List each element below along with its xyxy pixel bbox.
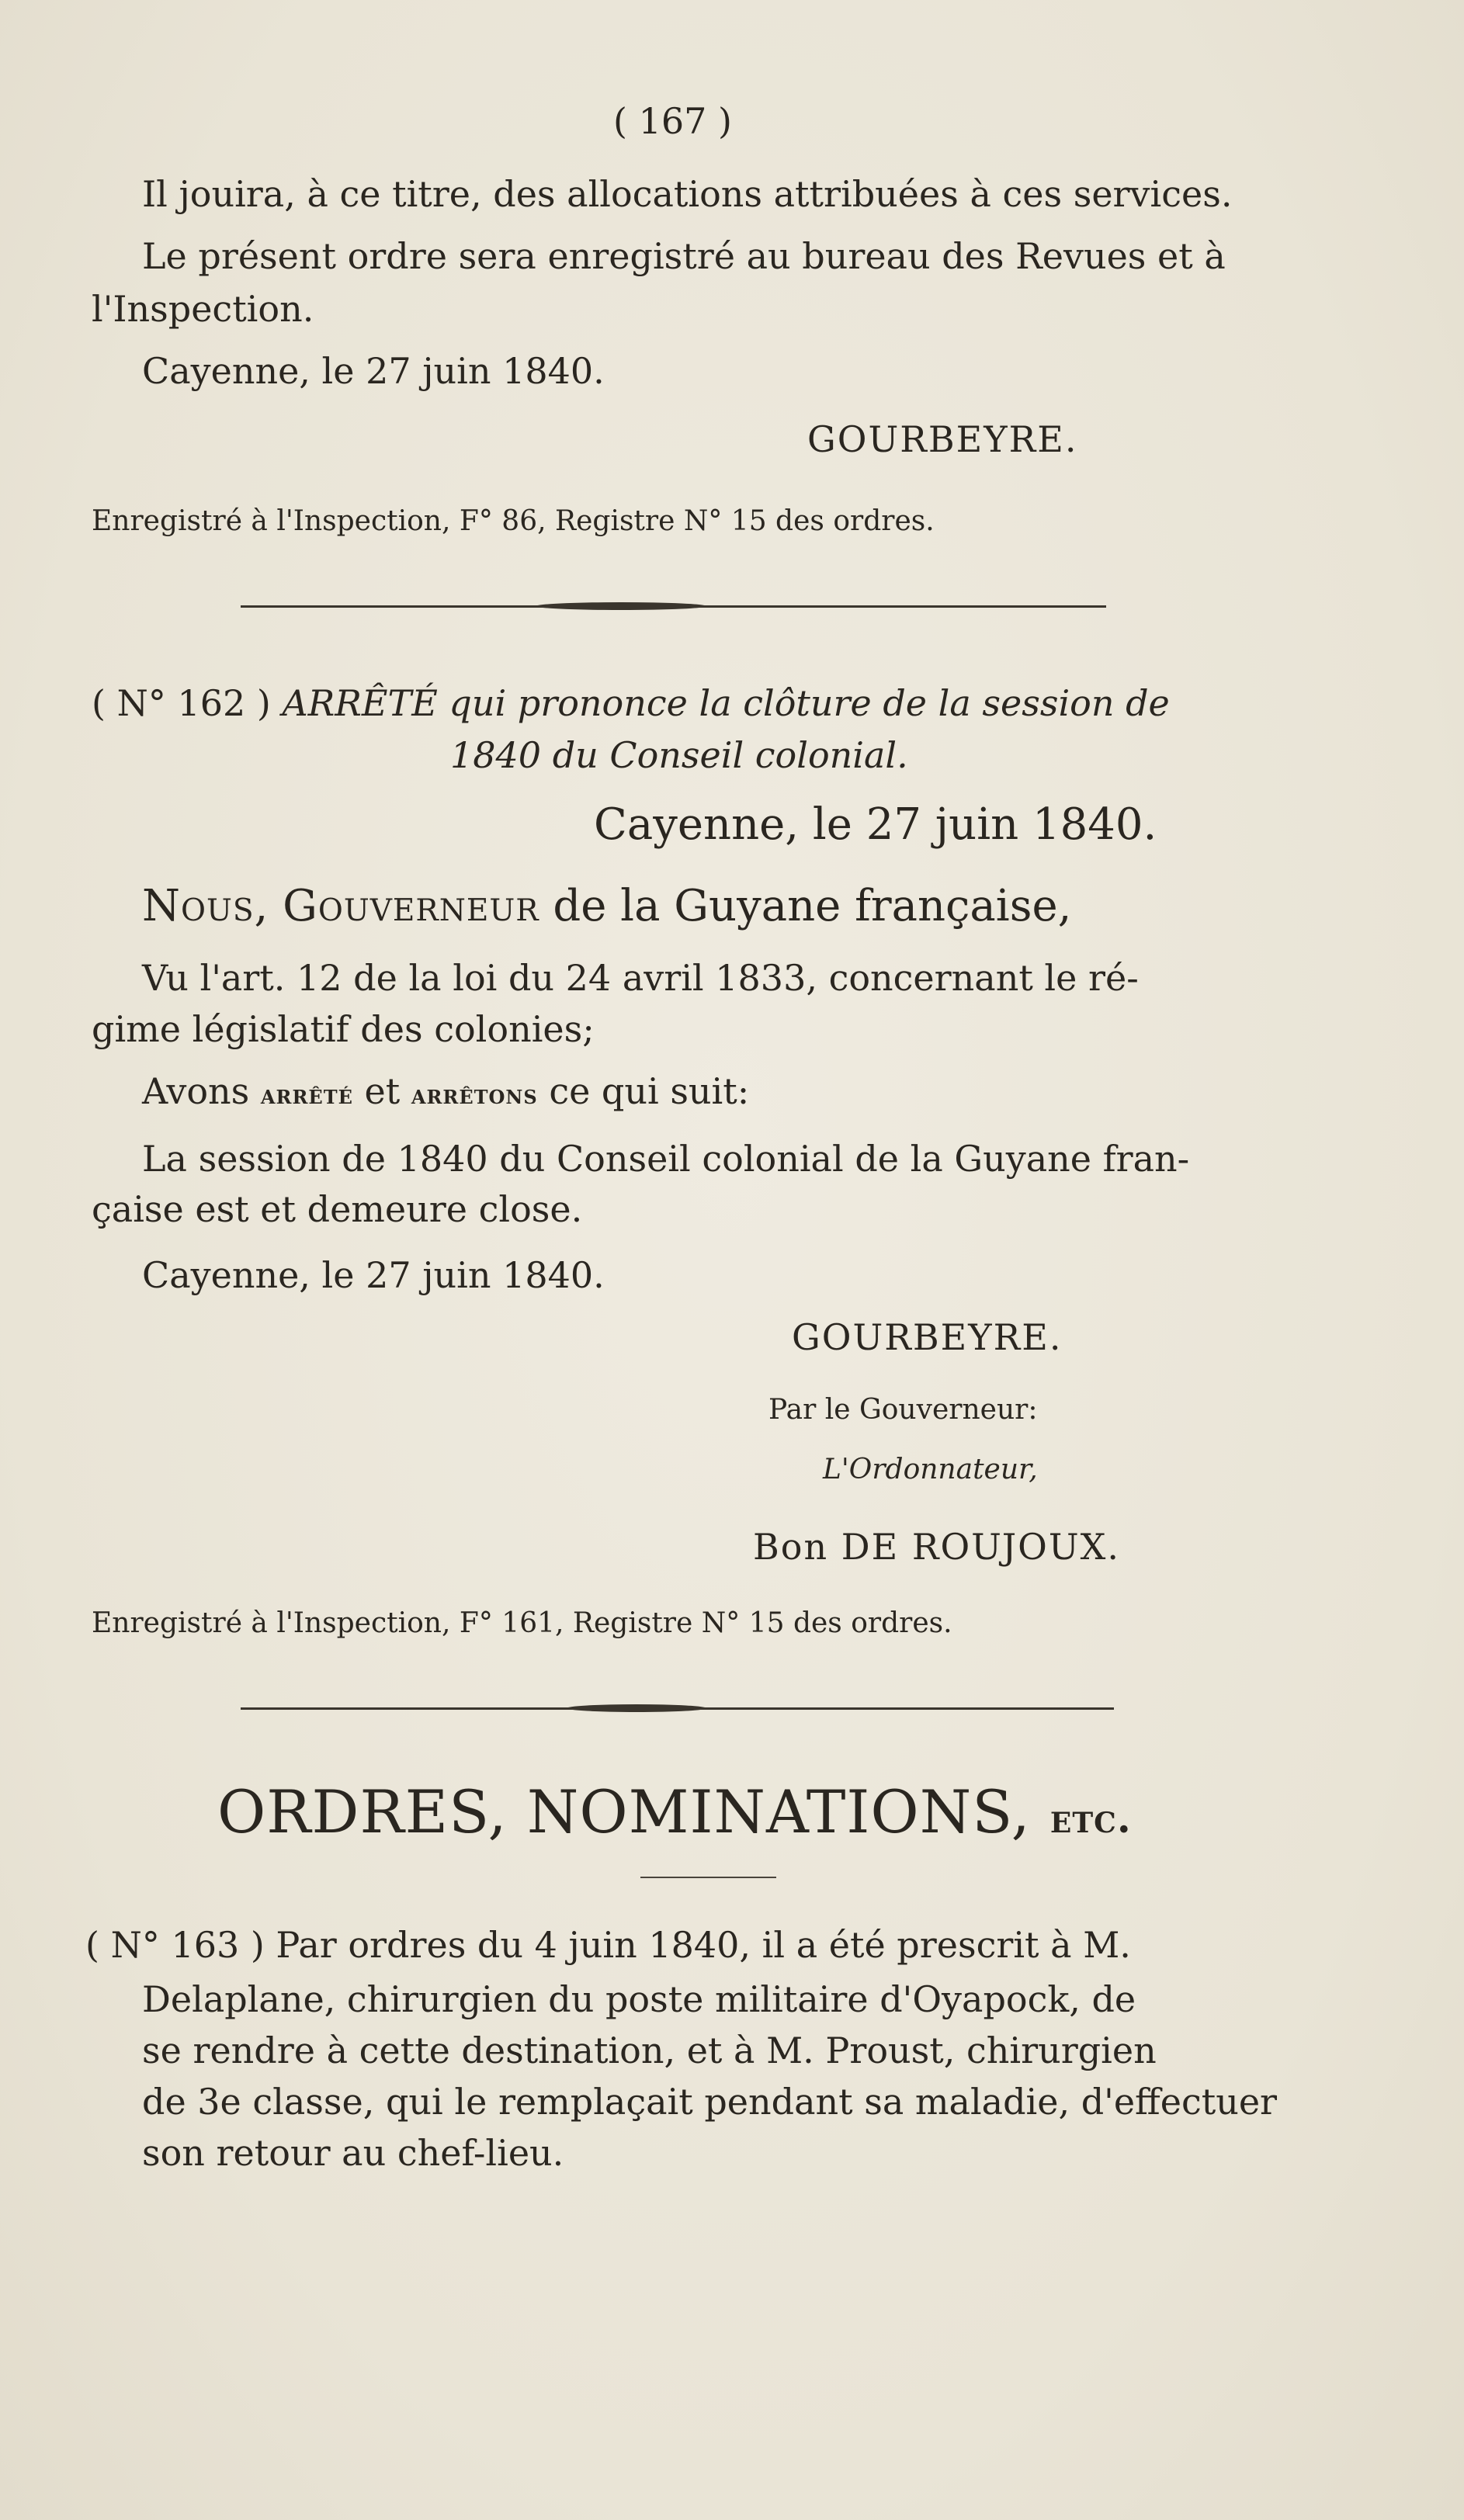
divider (640, 1877, 776, 1878)
enacting-clause (142, 1069, 749, 1117)
section-title-main: ORDRES, NOMINATIONS, (217, 1777, 1031, 1846)
text-line: Il jouira, à ce titre, des allocations attribuées à ces services. (142, 173, 1233, 215)
suit: ce qui suit: (549, 1070, 750, 1112)
arrete-word: arrêté (260, 1080, 353, 1111)
text-line: Vu l'art. 12 de la loi du 24 avril 1833, concernant le ré- (142, 957, 1139, 999)
ornamental-divider (241, 605, 1106, 608)
arrete-number: ( N° 162 ) (92, 682, 271, 724)
text-line: de 3e classe, qui le remplaçait pendant sa maladie, d'effectuer (142, 2081, 1278, 2123)
ordonnateur-signature: Bon DE ROUJOUX. (753, 1526, 1120, 1568)
text-line: Le présent ordre sera enregistré au bureau des Revues et à (142, 235, 1226, 277)
page-number: ( 167 ) (613, 100, 732, 142)
registration-note: Enregistré à l'Inspection, F° 161, Registre N° 15 des ordres. (92, 1607, 952, 1639)
text-line: l'Inspection. (92, 288, 314, 330)
signature: GOURBEYRE. (792, 1316, 1063, 1358)
ornamental-divider (241, 1707, 1114, 1710)
section-title-etc: etc. (1049, 1795, 1132, 1842)
par-le-gouverneur: Par le Gouverneur: (768, 1394, 1038, 1426)
preamble-rest: de la Guyane française, (553, 881, 1072, 931)
gouverneur: Gouverneur (283, 881, 539, 931)
dateline: Cayenne, le 27 juin 1840. (594, 799, 1157, 850)
registration-note: Enregistré à l'Inspection, F° 86, Registre N° 15 des ordres. (92, 505, 935, 537)
text-line: La session de 1840 du Conseil colonial de la Guyane fran- (142, 1138, 1190, 1180)
preamble (142, 881, 1071, 932)
dateline: Cayenne, le 27 juin 1840. (142, 1254, 605, 1296)
text-line: se rendre à cette destination, et à M. Proust, chirurgien (142, 2030, 1157, 2071)
text-line: son retour au chef-lieu. (142, 2132, 564, 2174)
text-line: ( N° 163 ) Par ordres du 4 juin 1840, il a été prescrit à M. (85, 1924, 1131, 1966)
signature: GOURBEYRE. (807, 418, 1078, 460)
nous: Nous, (142, 881, 269, 931)
ordonnateur-title: L'Ordonnateur, (823, 1454, 1038, 1485)
arrete-heading (92, 681, 1170, 725)
text-line: gime législatif des colonies; (92, 1008, 595, 1050)
arrete-title-cont: 1840 du Conseil colonial. (450, 734, 908, 776)
section-title (217, 1777, 1132, 1854)
arrete-title: ARRÊTÉ qui prononce la clôture de la session de (282, 682, 1170, 724)
avons: Avons (142, 1070, 250, 1112)
dateline: Cayenne, le 27 juin 1840. (142, 350, 605, 392)
et-word: et (364, 1070, 401, 1112)
text-line: çaise est et demeure close. (92, 1188, 583, 1230)
arretons-word: arrêtons (411, 1080, 538, 1111)
text-line: Delaplane, chirurgien du poste militaire d'Oyapock, de (142, 1978, 1136, 2020)
